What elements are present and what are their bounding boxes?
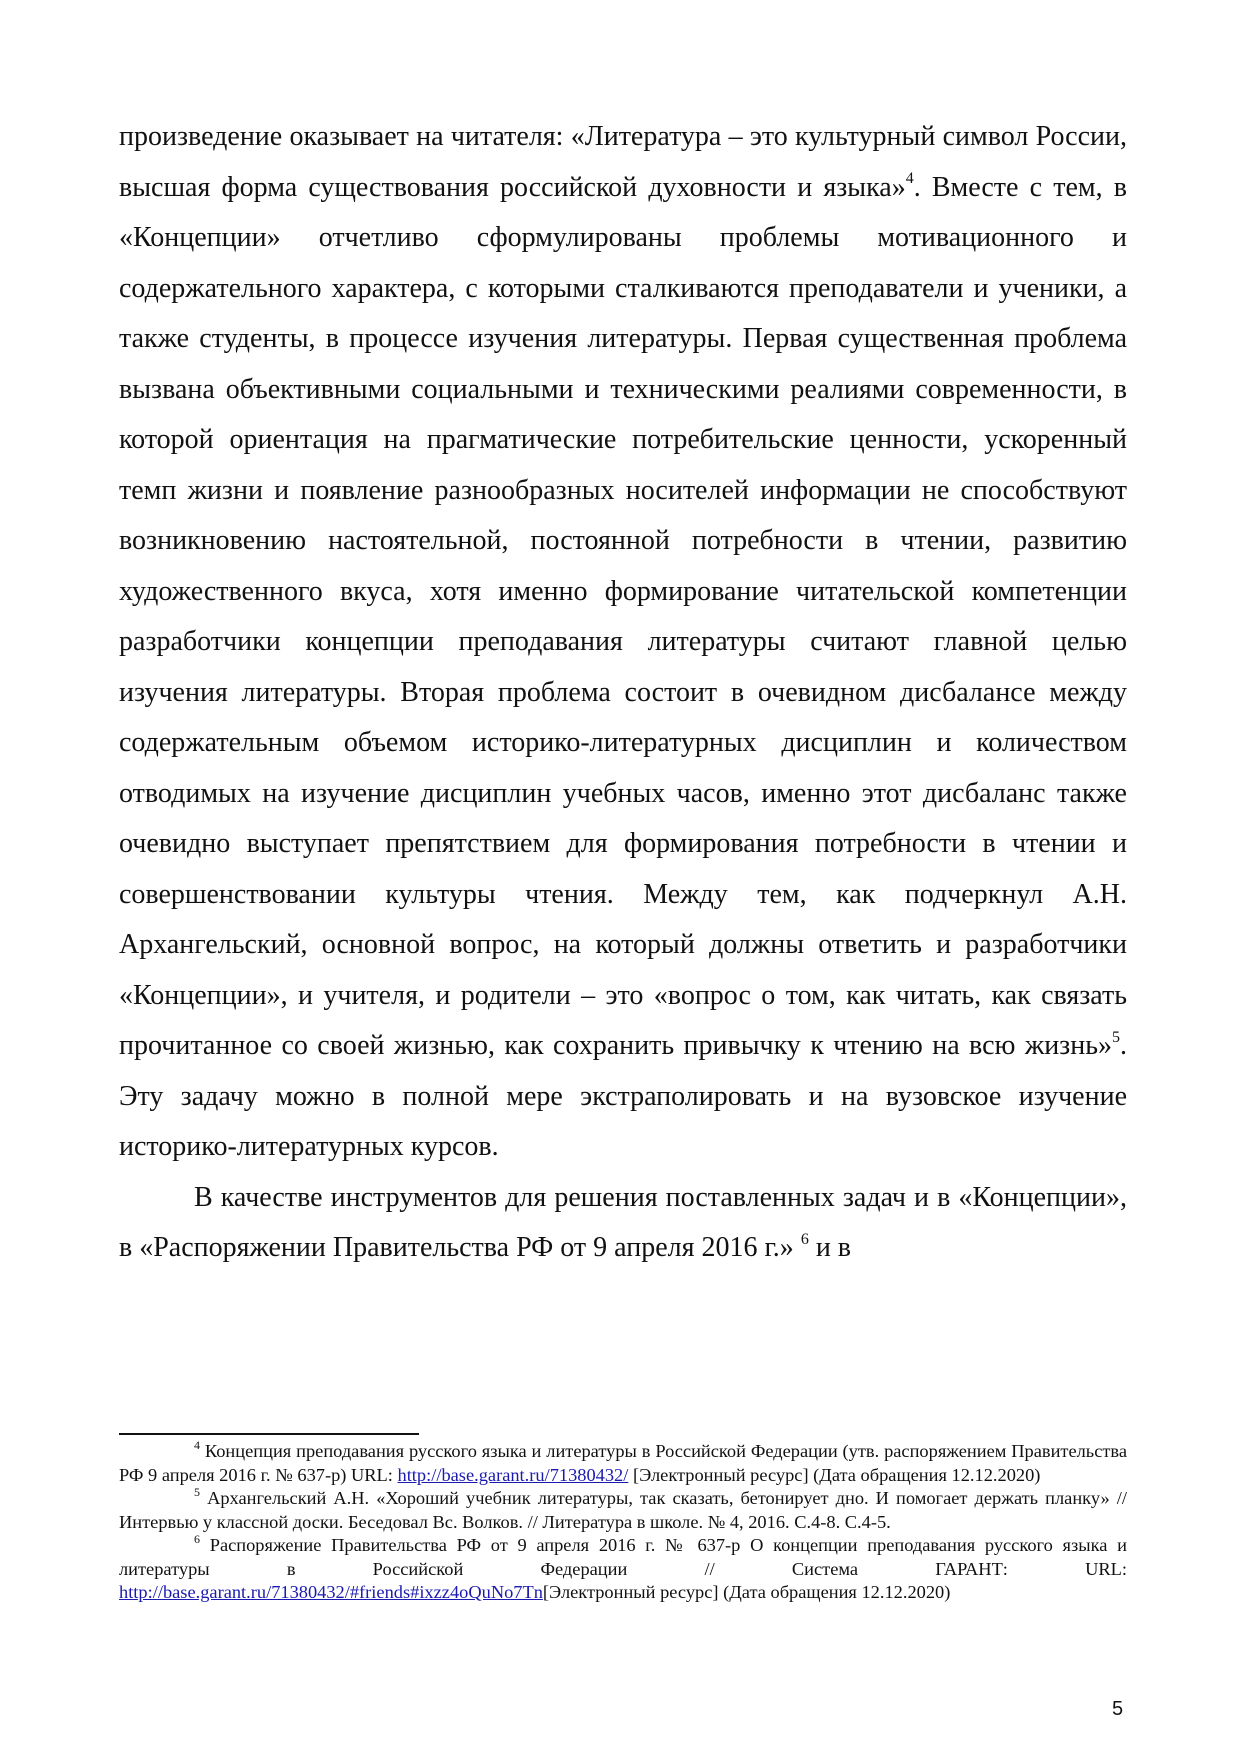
footnote-5 [119,1484,1127,1534]
footnote-4 [119,1437,1127,1487]
paragraph-1 [119,112,1127,1173]
footnote-link[interactable]: http://base.garant.ru/71380432/#friends#ixzz4oQuNo7Tn [119,1582,543,1602]
paragraph-2-text-a: В качестве инструментов для решения поставленных задач и в «Концепции», в «Распоряжении Правительства РФ от 9 апреля 2016 г.» [119,1181,1127,1263]
footnote-ref-5[interactable]: 5 [1112,1028,1120,1046]
footnote-mark: 5 [194,1484,200,1499]
paragraph-1-text-b: . Вместе с тем, в «Концепции» отчетливо сформулированы проблемы мотивационного и содержательного характера, с которыми сталкиваются преподаватели и ученики, а также студенты, в процессе изучения литературы. Первая существенная проблема вызвана объективными социальными и техническими реалиями современности, в которой ориентация на прагматические потребительские ценности, ускоренный темп жизни и появление разнообразных носителей информации не способствуют возникновению настоятельной, постоянной потребности в чтении, развитию художественного вкуса, хотя именно формирование читательской компетенции разработчики концепции преподавания литературы считают главной целью изучения литературы. Вторая проблема состоит в очевидном дисбалансе между содержательным объемом историко-литературных дисциплин и количеством отводимых на изучение дисциплин учебных часов, именно этот дисбаланс также очевидно выступает препятствием для формирования потребности в чтении и совершенствовании культуры чтения. Между тем, как подчеркнул А.Н. Архангельский, основной вопрос, на который должны ответить и разработчики «Концепции», и учителя, и родители – это «вопрос о том, как читать, как связать прочитанное со своей жизнью, как сохранить привычку к чтению на всю жизнь» [119,171,1127,1061]
paragraph-2-text-b: и в [808,1232,852,1263]
footnote-text: Распоряжение Правительства РФ от 9 апреля 2016 г. № 637-р О концепции преподавания русского языка и литературы в Российской Федерации // Система ГАРАНТ: URL: [119,1535,1127,1579]
footnote-text: Концепция преподавания русского языка и литературы в Российской Федерации (утв. распоряжением Правительства РФ 9 апреля 2016 г. № 637-р) URL: [119,1441,1127,1485]
footnote-separator [119,1433,419,1435]
page-number: 5 [1112,1698,1124,1720]
footnote-6 [119,1531,1127,1605]
footnote-ref-4[interactable]: 4 [905,170,914,188]
footnote-link[interactable]: http://base.garant.ru/71380432/ [397,1464,629,1485]
footnote-text: [Электронный ресурс] (Дата обращения 12.12.2020) [542,1582,951,1602]
footnotes [119,1437,1127,1605]
paragraph-2 [119,1173,1127,1274]
main-text [119,112,1127,1274]
footnote-text: [Электронный ресурс] (Дата обращения 12.12.2020) [628,1464,1041,1485]
footnote-ref-6[interactable]: 6 [800,1230,809,1248]
paragraph-1-text-c: . Эту задачу можно в полной мере экстраполировать и на вузовское изучение историко-литературных курсов. [119,1030,1127,1162]
footnote-text: Архангельский А.Н. «Хороший учебник литературы, так сказать, бетонирует дно. И помогает держать планку» // Интервью у классной доски. Беседовал Вс. Волков. // Литература в школе. № 4, 2016. С.4-8. С.4-5. [119,1488,1127,1532]
paragraph-1-text-a: произведение оказывает на читателя: «Литература – это культурный символ России, высшая форма существования российской духовности и языка» [119,121,1127,203]
footnote-mark: 4 [194,1437,200,1452]
footnote-mark: 6 [194,1531,200,1546]
